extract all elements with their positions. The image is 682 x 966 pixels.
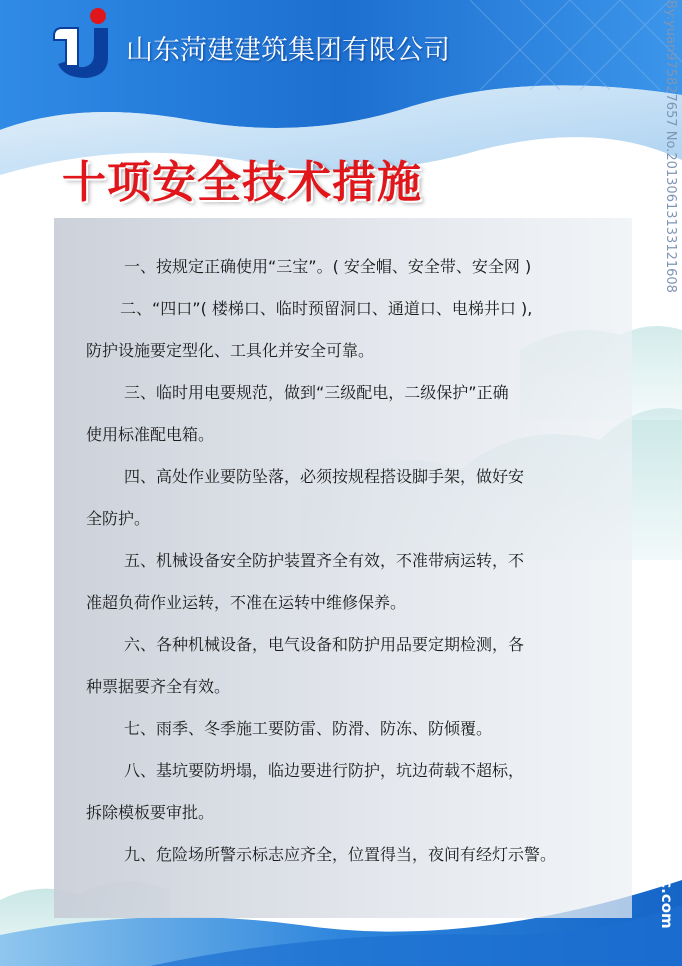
measure-text: 九、危险场所警示标志应齐全，位置得当，夜间有经灯示警。	[124, 845, 557, 864]
measure-item-7	[86, 708, 586, 750]
measure-item-5	[86, 540, 586, 624]
safety-measures-list	[86, 246, 586, 876]
measure-text: 八、基坑要防坍塌，临边要进行防护，坑边荷载不超标，	[124, 761, 525, 780]
measure-text: 七、雨季、冬季施工要防雷、防滑、防冻、防倾覆。	[124, 719, 493, 738]
site-watermark: 图网 www.nipic.com	[658, 766, 676, 929]
measure-item-4	[86, 456, 586, 540]
measure-text: 五、机械设备安全防护装置齐全有效，不准带病运转，不	[124, 551, 525, 570]
measure-item-1	[86, 246, 586, 288]
measure-text-cont: 防护设施要定型化、工具化并安全可靠。	[86, 341, 375, 360]
measure-text: 二、“四口”( 楼梯口、临时预留洞口、通道口、电梯井口 ),	[120, 299, 533, 318]
measure-text: 六、各种机械设备，电气设备和防护用品要定期检测，各	[124, 635, 525, 654]
measure-item-3	[86, 372, 586, 456]
company-logo-icon	[48, 6, 116, 82]
measure-text-cont: 准超负荷作业运转，不准在运转中维修保养。	[86, 593, 407, 612]
measure-item-2	[86, 288, 586, 372]
measure-text: 四、高处作业要防坠落，必须按规程搭设脚手架，做好安	[124, 467, 525, 486]
side-watermark: By:yuan975827657 No.20130613133121608	[663, 0, 678, 293]
measure-text-cont: 使用标准配电箱。	[86, 425, 215, 444]
measure-text-cont: 全防护。	[86, 509, 151, 528]
measure-item-6	[86, 624, 586, 708]
measure-item-9	[86, 834, 586, 876]
measure-text: 三、临时用电要规范，做到“三级配电，二级保护”正确	[124, 383, 509, 402]
page-title: 十项安全技术措施	[62, 157, 422, 208]
measure-text-cont: 拆除模板要审批。	[86, 803, 215, 822]
company-name: 山东菏建建筑集团有限公司	[126, 35, 450, 66]
measure-text: 一、按规定正确使用“三宝”。( 安全帽、安全带、安全网 )	[124, 257, 532, 276]
measure-text-cont: 种票据要齐全有效。	[86, 677, 231, 696]
measure-item-8	[86, 750, 586, 834]
